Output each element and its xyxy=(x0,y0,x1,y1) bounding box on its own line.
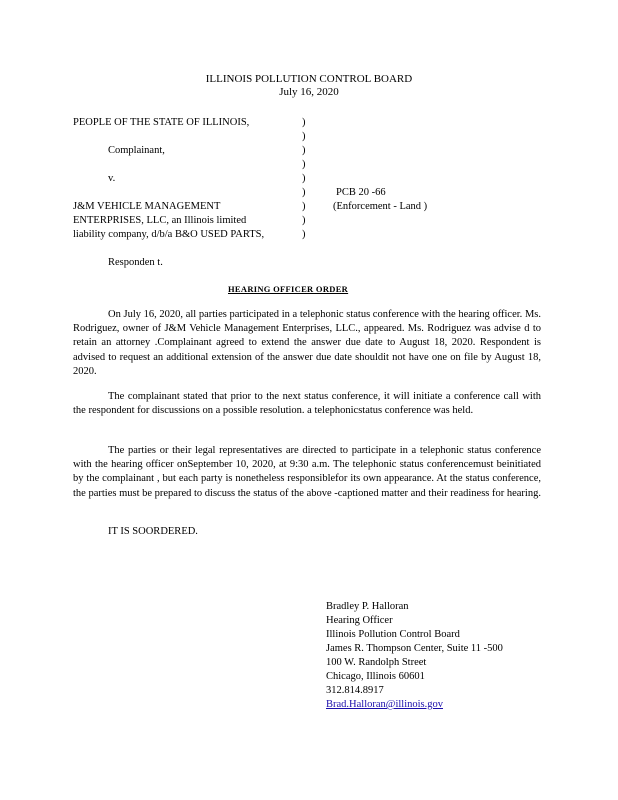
caption-paren: ) xyxy=(302,215,306,226)
caption-respondent-line1: J&M VEHICLE MANAGEMENT xyxy=(73,201,221,212)
case-type: (Enforcement - Land ) xyxy=(333,201,428,212)
agency-heading: ILLINOIS POLLUTION CONTROL BOARD xyxy=(205,73,413,85)
caption-respondent-label: Responden t. xyxy=(108,257,163,268)
caption-paren: ) xyxy=(302,117,306,128)
caption-versus: v. xyxy=(108,173,116,184)
signer-street: 100 W. Randolph Street xyxy=(326,657,427,668)
paragraph-text: The complainant stated that prior to the next status conference, it will initiate a conference call with the respondent for discussions on a possible resolution. a telephonicstatus conference was held. xyxy=(73,391,541,417)
signer-name: Bradley P. Halloran xyxy=(326,601,409,612)
signer-title: Hearing Officer xyxy=(326,615,393,626)
caption-paren: ) xyxy=(302,229,306,240)
paragraph-text: On July 16, 2020, all parties participated in a telephonic status conference with the hearing officer. Ms. Rodriguez, owner of J&M Vehicle Management Enterprises, LLC., appeared. Ms. Rodriguez was advise d to retain an attorney .Complainant agreed to extend the answer due date to August 18, 2020. Respondent is advised to request an additional extension of the answer due date shouldit not have one on file by August 18, 2020. xyxy=(73,309,541,377)
signer-city: Chicago, Illinois 60601 xyxy=(326,671,425,682)
caption-paren: ) xyxy=(302,173,306,184)
caption-paren-column xyxy=(302,116,306,242)
signer-building: James R. Thompson Center, Suite 11 -500 xyxy=(326,643,503,654)
caption-people: PEOPLE OF THE STATE OF ILLINOIS, xyxy=(73,117,250,128)
caption-paren: ) xyxy=(302,131,306,142)
caption-paren: ) xyxy=(302,159,306,170)
signature-block xyxy=(326,600,503,712)
signer-email-link[interactable]: Brad.Halloran@illinois.gov xyxy=(326,699,443,710)
body-paragraph-2 xyxy=(73,390,541,418)
caption-paren: ) xyxy=(302,201,306,212)
caption-paren: ) xyxy=(302,187,306,198)
closing-statement: IT IS SOORDERED. xyxy=(108,526,198,537)
caption-respondent-line2: ENTERPRISES, LLC, an Illinois limited xyxy=(73,215,247,226)
signer-agency: Illinois Pollution Control Board xyxy=(326,629,460,640)
caption-paren: ) xyxy=(302,145,306,156)
caption-complainant: Complainant, xyxy=(108,145,165,156)
caption-respondent-line3: liability company, d/b/a B&O USED PARTS, xyxy=(73,229,265,240)
order-title: HEARING OFFICER ORDER xyxy=(228,284,349,294)
body-paragraph-3 xyxy=(73,444,541,501)
body-paragraph-1 xyxy=(73,308,541,379)
case-number: PCB 20 -66 xyxy=(336,187,386,198)
paragraph-text: The parties or their legal representatives are directed to participate in a telephonic status conference with the hearing officer onSeptember 10, 2020, at 9:30 a.m. The telephonic status conferencemust beinitiated by the complainant , but each party is nonetheless responsiblefor its own appearance. At the status conference, the parties must be prepared to discuss the status of the above -captioned matter and their readiness for hearing. xyxy=(73,445,541,499)
signer-phone: 312.814.8917 xyxy=(326,685,384,696)
document-date: July 16, 2020 xyxy=(279,86,339,98)
